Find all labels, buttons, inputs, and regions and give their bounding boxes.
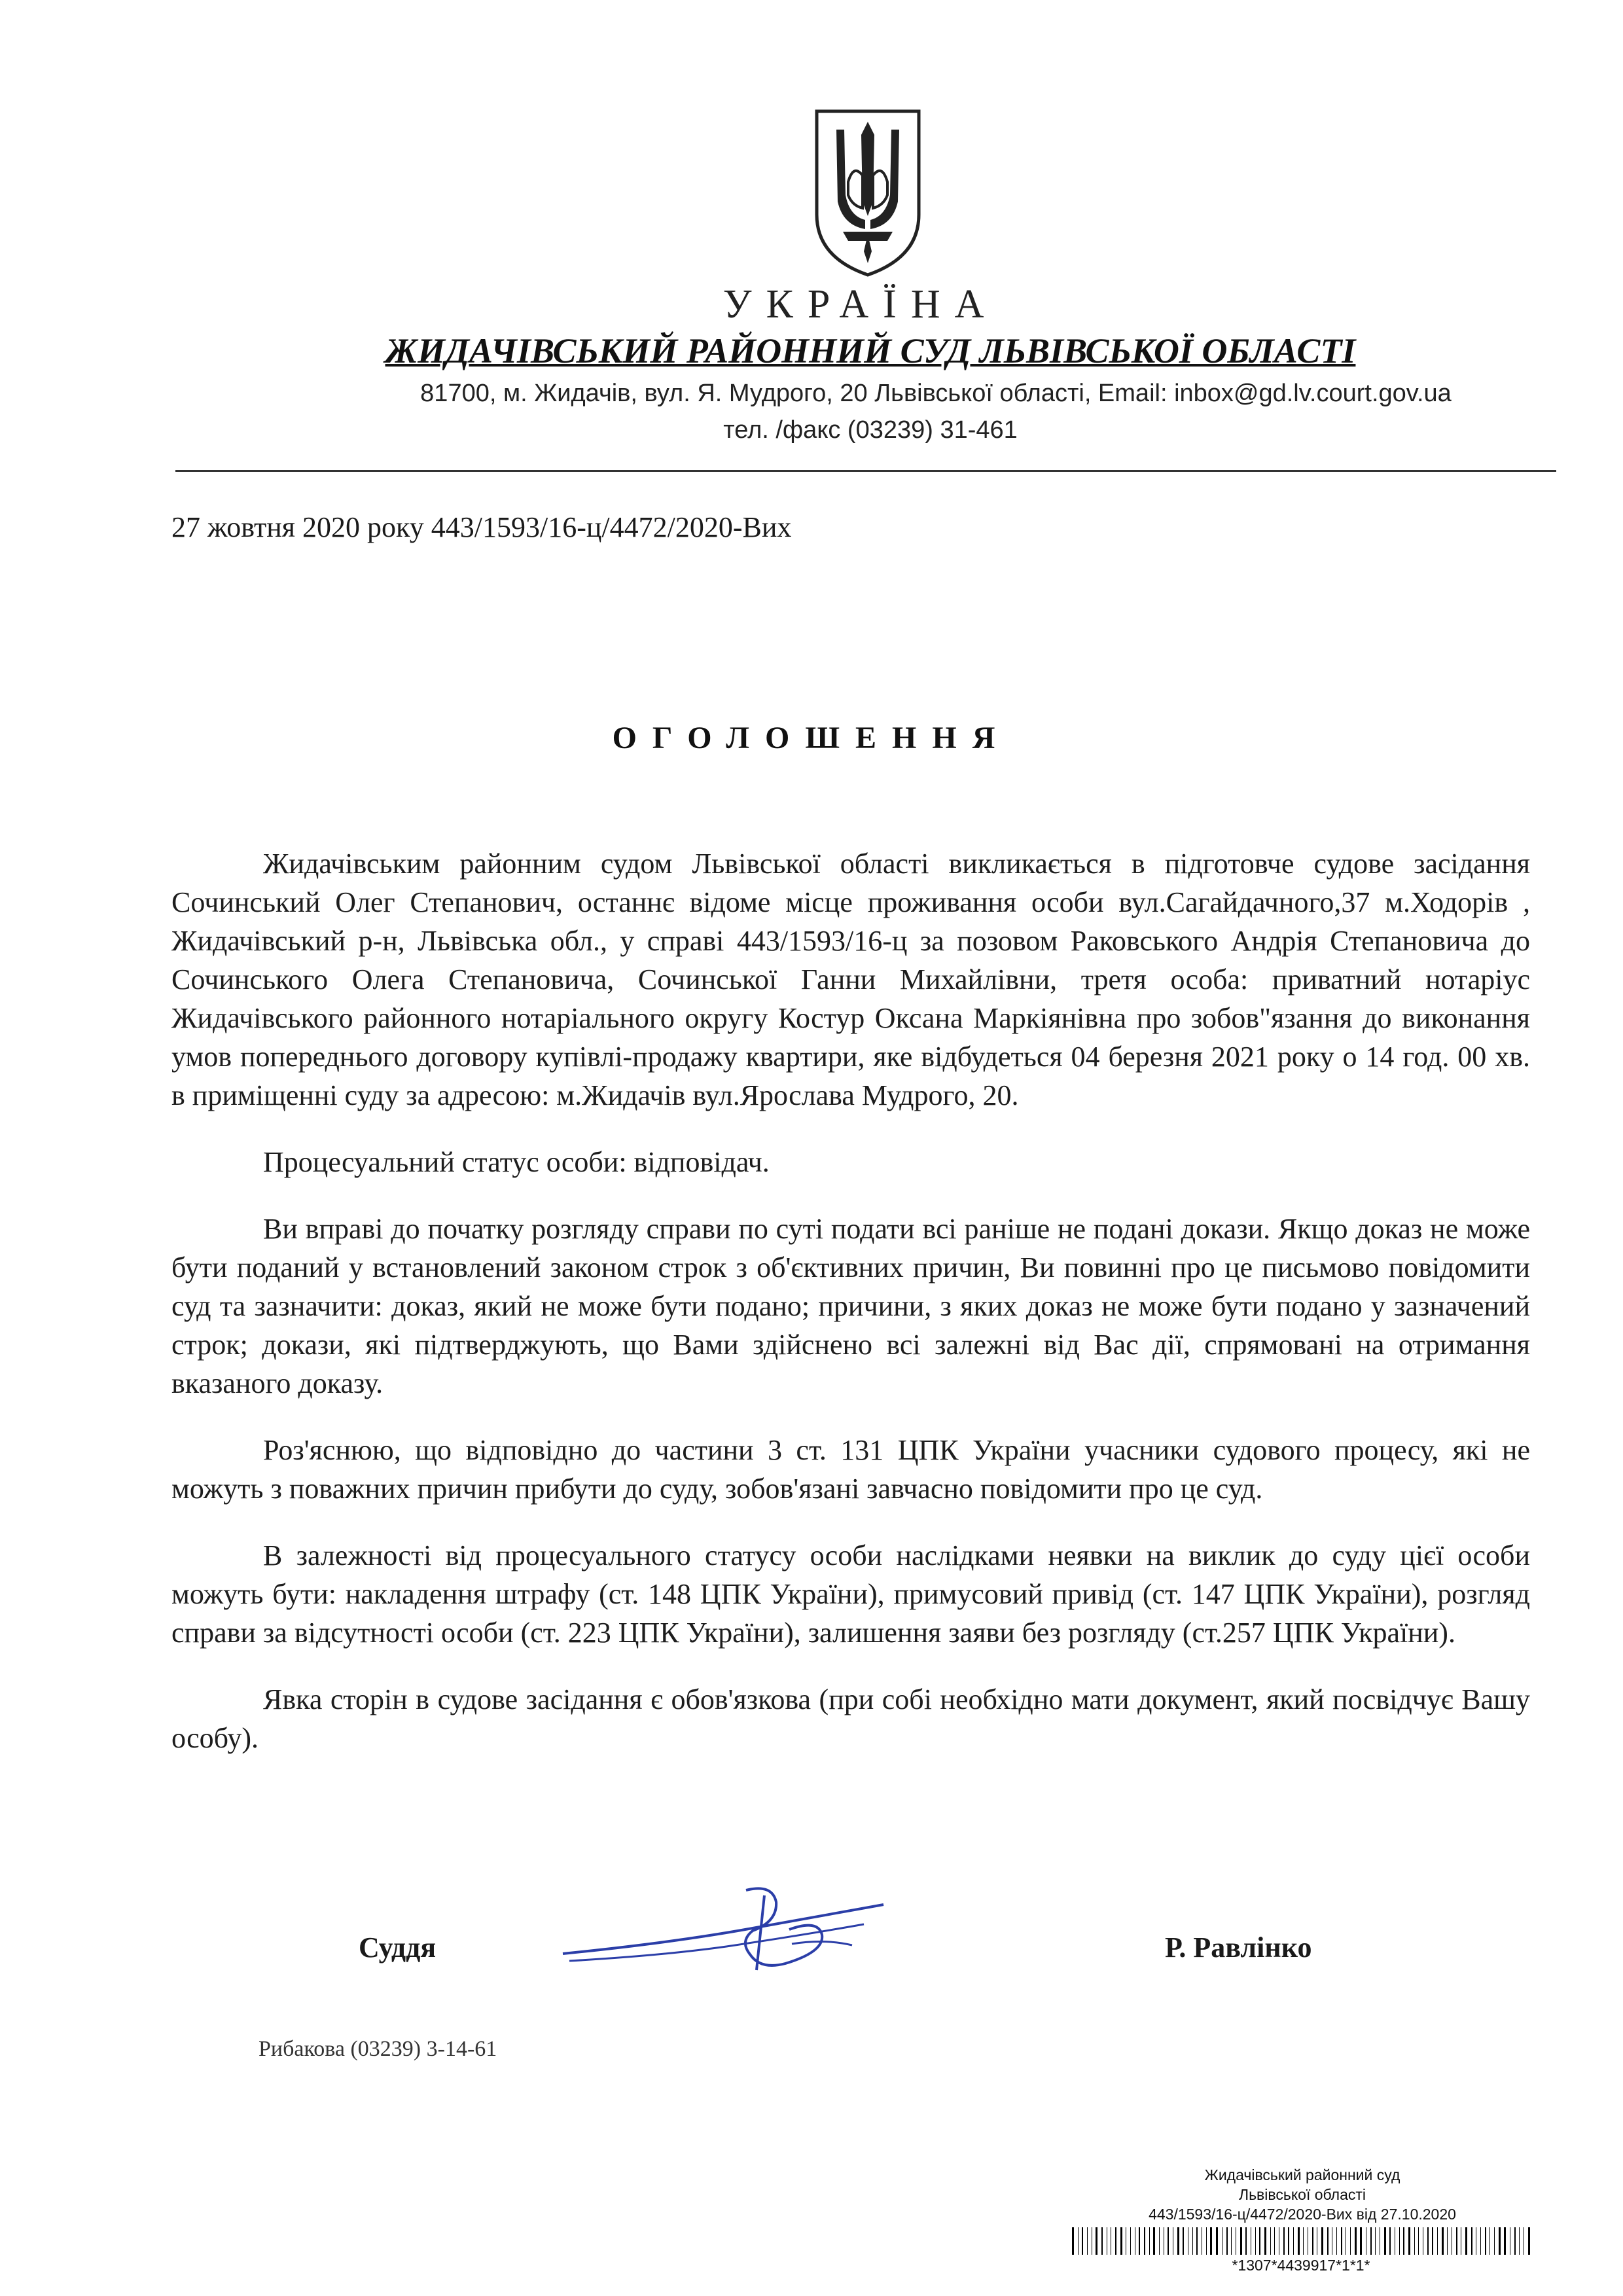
barcode-bar [1384, 2227, 1386, 2255]
barcode-bar [1403, 2227, 1404, 2255]
body-paragraph: Роз'яснюю, що відповідно до частини 3 ст. 131 ЦПК України учасники судового процесу, які не можуть з поважних причин прибути до суду, зобов'язані завчасно повідомити про це суд. [171, 1434, 1530, 1505]
document-title: ОГОЛОШЕННЯ [612, 721, 1011, 755]
signature-image [556, 1878, 897, 1990]
barcode-bar [1480, 2227, 1481, 2255]
barcode-bar [1144, 2227, 1145, 2255]
barcode-bar [1149, 2227, 1150, 2255]
barcode-bar [1442, 2227, 1444, 2255]
barcode-bar [1087, 2227, 1088, 2255]
barcode-bar [1274, 2227, 1275, 2255]
barcode-bar [1231, 2227, 1232, 2255]
barcode-bar [1255, 2227, 1256, 2255]
barcode-bar [1465, 2227, 1467, 2255]
barcode-bar [1096, 2227, 1097, 2255]
barcode-bar [1494, 2227, 1495, 2255]
barcode-bar [1293, 2227, 1294, 2255]
body-paragraph: Жидачівським районним судом Львівської області викликається в підготовче судове засідання Сочинський Олег Степанович, останнє відоме місце проживання особи вул.Сагайдачного,37 м.Ходорів , Жидачівський р-н, Львівська обл., у справі 443/1593/16-ц за позовом Раковського Андрія Степановича до Сочинського Олега Степановича, Сочинської Ганни Михайлівни, третя особа: приватний нотаріус Жидачівського районного нотаріального округу Костур Оксана Маркіянівна про зобов"язання до виконання умов попереднього договору купівлі-продажу квартири, яке відбудеться 04 березня 2021 року о 14 год. 00 хв. в приміщенні суду за адресою: м.Жидачів вул.Ярослава Мудрого, 20. [171, 848, 1530, 1111]
document-reference: 27 жовтня 2020 року 443/1593/16-ц/4472/2020-Вих [171, 511, 792, 543]
barcode-bar [1519, 2227, 1520, 2255]
barcode-bar [1321, 2227, 1323, 2255]
barcode-bar [1226, 2227, 1228, 2255]
barcode-bar [1196, 2227, 1198, 2255]
barcode-bar [1082, 2227, 1083, 2255]
barcode-bar [1159, 2227, 1160, 2255]
court-name: ЖИДАЧІВСЬКИЙ РАЙОННИЙ СУД ЛЬВІВСЬКОЇ ОБЛАСТІ [385, 331, 1356, 370]
court-address: 81700, м. Жидачів, вул. Я. Мудрого, 20 Львівської області, Email: inbox@gd.lv.court.gov.ua [420, 380, 1452, 407]
court-phone: тел. /факс (03239) 31-461 [723, 416, 1018, 444]
body-paragraph: Ви вправі до початку розгляду справи по суті подати всі раніше не подані докази. Якщо доказ не може бути поданий у встановлений законом строк з об'єктивних причин, Ви повинні про це письмово повідомити суд та зазначити: доказ, який не може бути подано; причини, з яких доказ не може бути подано у зазначений строк; докази, які підтверджують, що Вами здійснено всі залежні від Вас дії, спрямовані на отримання вказаного доказу. [171, 1213, 1530, 1399]
barcode-bar [1375, 2227, 1376, 2255]
barcode-bar [1312, 2227, 1313, 2255]
barcode-bar [1139, 2227, 1140, 2255]
barcode-bar [1153, 2227, 1155, 2255]
body-paragraph: Явка сторін в судове засідання є обов'язкова (при собі необхідно мати документ, який посвідчує Вашу особу). [171, 1683, 1530, 1754]
executor-contact: Рибакова (03239) 3-14-61 [259, 2037, 497, 2061]
barcode-bar [1216, 2227, 1218, 2255]
barcode-bar [1303, 2227, 1304, 2255]
document-body [171, 844, 1530, 1785]
coat-of-arms-icon [810, 103, 925, 280]
header-divider [175, 470, 1556, 472]
barcode-bar [1210, 2227, 1212, 2255]
stamp-court: Жидачівський районний суд [1204, 2166, 1400, 2183]
registration-stamp [1073, 2165, 1531, 2224]
barcode-bar [1427, 2227, 1429, 2255]
barcode-bar [1437, 2227, 1438, 2255]
barcode-bar [1471, 2227, 1472, 2255]
barcode-bar [1504, 2227, 1506, 2255]
barcode-bar [1270, 2227, 1271, 2255]
barcode-bar [1414, 2227, 1415, 2255]
barcode-bar [1240, 2227, 1242, 2255]
barcode-bar [1283, 2227, 1285, 2255]
judge-label: Суддя [359, 1931, 437, 1964]
barcode-bar [1183, 2227, 1184, 2255]
stamp-region: Львівської області [1238, 2186, 1366, 2203]
barcode-bar [1192, 2227, 1193, 2255]
barcode-bar [1120, 2227, 1122, 2255]
barcode-bar [1432, 2227, 1433, 2255]
barcode-bar [1259, 2227, 1260, 2255]
barcode-bar [1528, 2227, 1530, 2255]
barcode-bar [1288, 2227, 1289, 2255]
barcode-bar [1355, 2227, 1357, 2255]
barcode-bar [1456, 2227, 1457, 2255]
barcode-number: *1307*4439917*1*1* [1232, 2257, 1370, 2274]
barcode-bar [1130, 2227, 1131, 2255]
barcode-bar [1072, 2227, 1074, 2255]
barcode-bar [1177, 2227, 1179, 2255]
barcode-bar [1360, 2227, 1362, 2255]
body-paragraph: Процесуальний статус особи: відповідач. [263, 1146, 770, 1178]
barcode-bar [1101, 2227, 1103, 2255]
barcode-bar [1399, 2227, 1400, 2255]
barcode-bar [1336, 2227, 1337, 2255]
barcode-bar [1418, 2227, 1419, 2255]
body-paragraph: В залежності від процесуального статусу особи наслідками неявки на виклик до суду цієї особи можуть бути: накладення штрафу (ст. 148 ЦПК України), примусовий привід (ст. 147 ЦПК України), розгляд справи за відсутності особи (ст. 223 ЦПК України), залишення заяви без розгляду (ст.257 ЦПК України). [171, 1539, 1530, 1649]
barcode-bar [1389, 2227, 1391, 2255]
country-name: УКРАЇНА [722, 282, 999, 327]
barcode-bar [1514, 2227, 1516, 2255]
barcode-bar [1447, 2227, 1448, 2255]
barcode-bar [1298, 2227, 1300, 2255]
stamp-number: 443/1593/16-ц/4472/2020-Вих від 27.10.2020 [1149, 2206, 1456, 2223]
barcode-bar [1485, 2227, 1486, 2255]
barcode-bar [1206, 2227, 1207, 2255]
barcode [1072, 2227, 1530, 2255]
judge-name: Р. Равлінко [1165, 1931, 1312, 1964]
barcode-bar [1499, 2227, 1501, 2255]
barcode-bar [1489, 2227, 1490, 2255]
barcode-bar [1327, 2227, 1329, 2255]
barcode-bar [1341, 2227, 1342, 2255]
barcode-bar [1408, 2227, 1410, 2255]
barcode-bar [1245, 2227, 1247, 2255]
barcode-bar [1370, 2227, 1372, 2255]
barcode-bar [1078, 2227, 1079, 2255]
barcode-bar [1115, 2227, 1116, 2255]
barcode-bar [1350, 2227, 1351, 2255]
barcode-bar [1168, 2227, 1169, 2255]
barcode-bar [1264, 2227, 1266, 2255]
